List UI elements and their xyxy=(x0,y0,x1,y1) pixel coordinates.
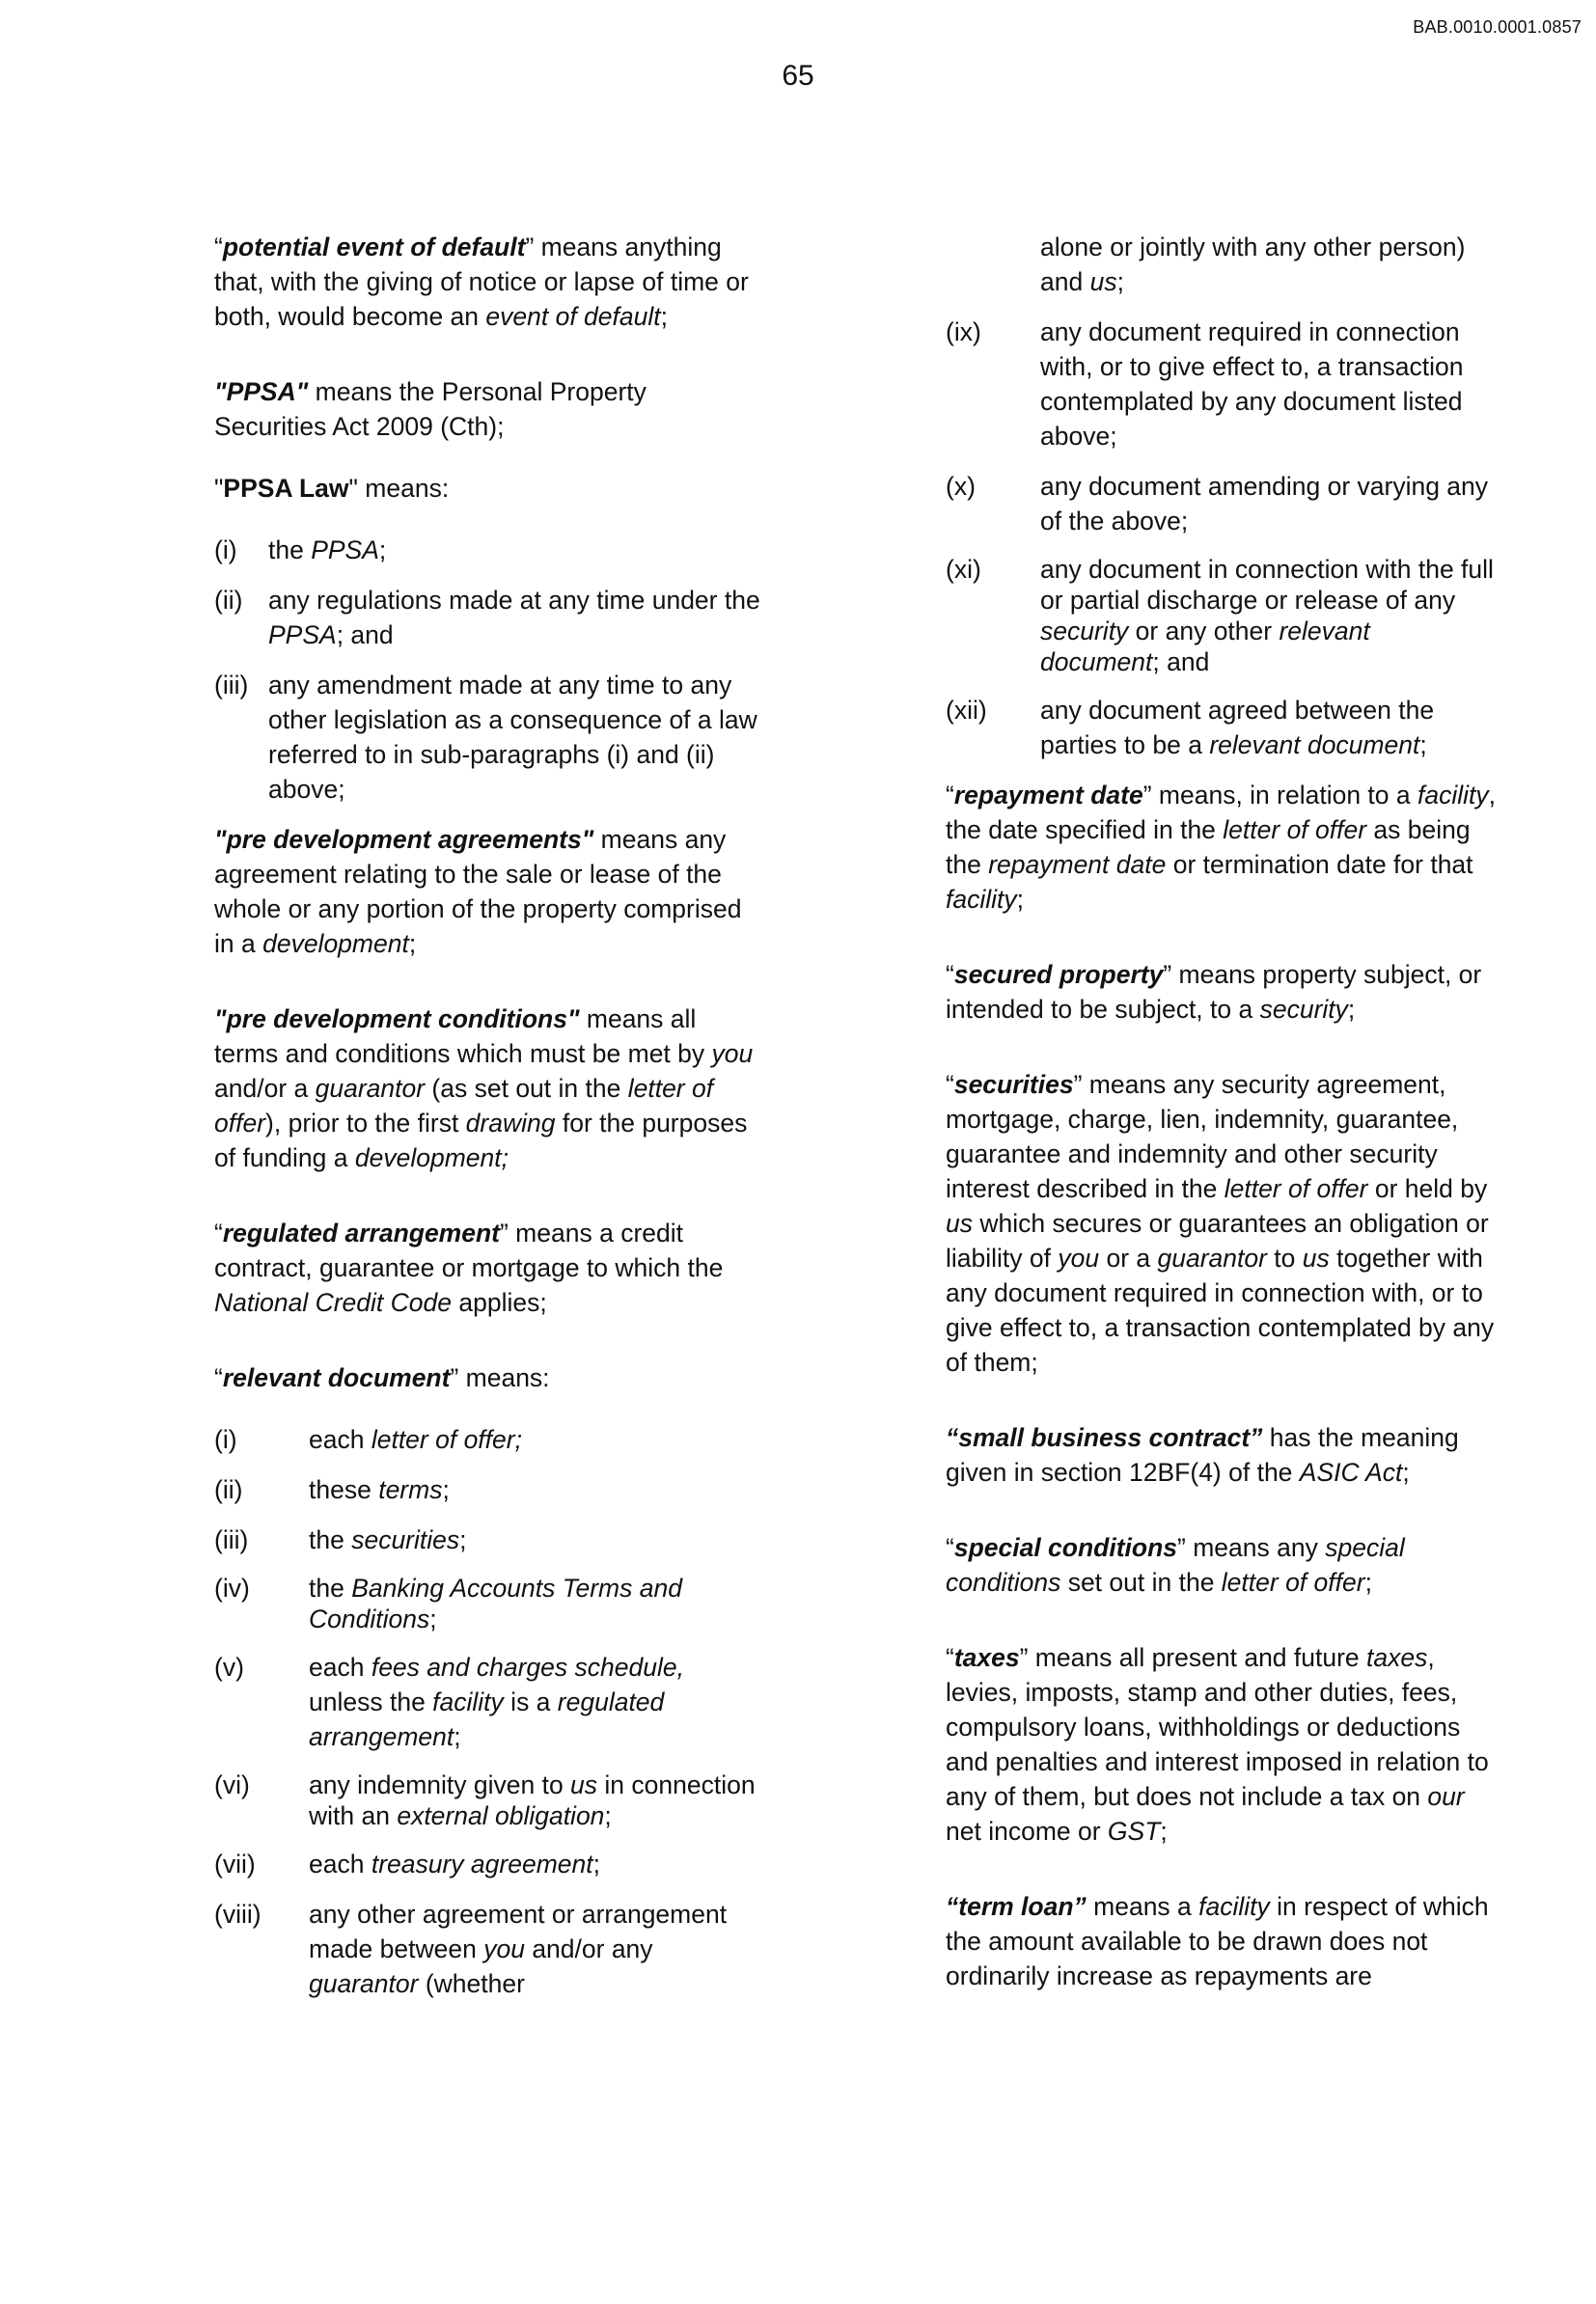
text: these xyxy=(309,1475,379,1504)
italic-term: development xyxy=(262,929,409,958)
definition-text: ” means a credit contract, guarantee or mortgage to which the xyxy=(214,1219,724,1282)
open-quote: “ xyxy=(214,233,223,261)
definition-text: means the Personal Property Securities Act 2009 (Cth); xyxy=(214,377,647,441)
definition-text: has the meaning given in section 12BF(4) of the xyxy=(946,1423,1459,1487)
definition-text: ; xyxy=(1016,885,1025,914)
defined-term: repayment date xyxy=(953,781,1143,809)
italic-term: letter of offer xyxy=(1224,1174,1368,1203)
text: ; xyxy=(459,1525,467,1554)
list-number: (iii) xyxy=(214,1525,249,1554)
defined-term: “small business contract” xyxy=(946,1423,1263,1452)
text: any regulations made at any time under the xyxy=(268,586,760,615)
italic-term: you xyxy=(483,1934,525,1963)
left-column xyxy=(214,230,760,2001)
italic-term: security xyxy=(1259,995,1348,1024)
italic-term: PPSA xyxy=(268,620,337,649)
list-text xyxy=(309,1573,760,1634)
italic-term: relevant document xyxy=(1040,617,1370,676)
definition-text: set out in the xyxy=(1060,1568,1222,1597)
italic-term: repayment date xyxy=(988,850,1167,879)
open-quote: “ xyxy=(946,781,954,809)
italic-term: us xyxy=(946,1209,973,1238)
definition-text: or a xyxy=(1099,1244,1158,1273)
definition-text: ” means, in relation to a xyxy=(1142,781,1417,809)
text: and/or any xyxy=(524,1934,653,1963)
list-number: (viii) xyxy=(214,1900,261,1929)
definition-text: ; xyxy=(1402,1458,1410,1487)
list-item xyxy=(946,554,1496,677)
text: unless the xyxy=(309,1687,433,1716)
text: the xyxy=(268,535,312,564)
list-text xyxy=(309,1472,760,1507)
definition-text: ; xyxy=(1160,1817,1168,1846)
italic-term: National Credit Code xyxy=(214,1288,452,1317)
italic-term: our xyxy=(1427,1782,1465,1811)
text: ; xyxy=(378,535,387,564)
italic-term: security xyxy=(1040,617,1129,645)
italic-term: terms xyxy=(378,1475,443,1504)
list-item xyxy=(946,693,1496,762)
definition-text: or termination date for that xyxy=(1166,850,1473,879)
page-number: 65 xyxy=(782,60,814,92)
list-number: (xii) xyxy=(946,696,987,725)
open-quote: “ xyxy=(946,960,954,989)
list-text: any amendment made at any time to any other legislation as a consequence of a law referred to in sub-paragraphs (i) and (ii) above; xyxy=(268,671,757,804)
definition-special-conditions xyxy=(946,1530,1496,1600)
list-text xyxy=(309,1522,760,1557)
italic-term: guarantor xyxy=(315,1074,426,1103)
defined-term: PPSA" xyxy=(226,377,309,406)
list-item xyxy=(214,1472,760,1507)
italic-term: facility xyxy=(432,1687,504,1716)
list-text xyxy=(268,533,760,567)
definition-text: ; xyxy=(1347,995,1356,1024)
list-item xyxy=(214,1769,760,1831)
definition-text: ” means anything that, with the giving of notice or lapse of time or both, would become an xyxy=(214,233,749,331)
definition-text: , the date specified in the xyxy=(946,781,1497,844)
definition-text: ; xyxy=(408,929,417,958)
text: any document agreed between the parties to be a xyxy=(1040,696,1435,759)
list-item xyxy=(946,315,1496,453)
defined-term: "pre development agreements" xyxy=(214,825,594,854)
defined-term: "pre development conditions" xyxy=(214,1004,580,1033)
definition-text: ” means all present and future xyxy=(1019,1643,1367,1672)
italic-term: facility xyxy=(1198,1892,1270,1921)
definition-text: ” means: xyxy=(450,1363,550,1392)
open-quote: “ xyxy=(946,1533,954,1562)
definition-text: as being the xyxy=(946,815,1471,879)
text: each xyxy=(309,1850,371,1879)
list-text xyxy=(309,1422,760,1457)
italic-term: fees and charges schedule, xyxy=(371,1653,684,1682)
list-item xyxy=(214,668,760,807)
italic-term: you xyxy=(1058,1244,1100,1273)
defined-term: relevant document xyxy=(222,1363,451,1392)
open-quote: “ xyxy=(946,1643,954,1672)
list-number: (vi) xyxy=(214,1770,250,1799)
list-text xyxy=(309,1897,760,2001)
open-quote: “ xyxy=(946,1070,954,1099)
list-item xyxy=(214,1897,760,2001)
list-text xyxy=(268,583,760,652)
italic-term: us xyxy=(1089,267,1117,296)
text: ; xyxy=(1116,267,1124,296)
italic-term: special conditions xyxy=(946,1533,1405,1597)
text: ; and xyxy=(336,620,394,649)
list-number: (i) xyxy=(214,1425,237,1454)
italic-term: GST xyxy=(1107,1817,1161,1846)
italic-term: development; xyxy=(354,1143,509,1172)
list-text xyxy=(1040,554,1496,677)
definition-regulated-arrangement xyxy=(214,1216,760,1320)
definition-repayment-date xyxy=(946,778,1496,917)
definition-text: (as set out in the xyxy=(425,1074,628,1103)
text: each xyxy=(309,1653,371,1682)
italic-term: guarantor xyxy=(1157,1244,1267,1273)
list-number: (iii) xyxy=(214,671,249,699)
list-item xyxy=(214,583,760,652)
list-number: (v) xyxy=(214,1653,244,1682)
defined-term: “term loan” xyxy=(946,1892,1087,1921)
list-item-continuation xyxy=(946,230,1496,299)
italic-term: event of default xyxy=(485,302,661,331)
list-number: (vii) xyxy=(214,1850,256,1879)
list-text: any document required in connection with, or to give effect to, a transaction contemplated by any document listed above; xyxy=(1040,317,1464,451)
italic-term: letter of offer xyxy=(214,1074,714,1138)
text: alone or jointly with any other person) and xyxy=(1040,233,1466,296)
definition-taxes xyxy=(946,1640,1496,1849)
definition-term-loan xyxy=(946,1889,1496,1993)
list-number: (i) xyxy=(214,535,237,564)
text: ; xyxy=(454,1722,461,1751)
definition-relevant-document xyxy=(214,1360,760,1395)
defined-term: special conditions xyxy=(953,1533,1178,1562)
definition-secured-property xyxy=(946,957,1496,1027)
italic-term: us xyxy=(1302,1244,1330,1273)
definition-text: net income or xyxy=(946,1817,1108,1846)
list-number: (xi) xyxy=(946,555,981,584)
text: the xyxy=(309,1574,352,1603)
open-quote: “ xyxy=(214,1363,223,1392)
definition-text: applies; xyxy=(452,1288,547,1317)
list-item xyxy=(946,469,1496,538)
defined-term: PPSA Law xyxy=(223,474,349,503)
italic-term: letter of offer xyxy=(1223,815,1367,844)
list-text xyxy=(309,1769,760,1831)
list-item xyxy=(214,1422,760,1457)
definition-text: for the purposes of funding a xyxy=(214,1109,748,1172)
definition-text: means all terms and conditions which must be met by xyxy=(214,1004,712,1068)
italic-term: external obligation xyxy=(397,1801,605,1830)
italic-term: drawing xyxy=(465,1109,556,1138)
text: any other agreement or arrangement made between xyxy=(309,1900,728,1963)
list-number: (ii) xyxy=(214,586,243,615)
open-quote: " xyxy=(214,377,227,406)
definition-text: and/or a xyxy=(214,1074,316,1103)
list-text xyxy=(1040,693,1496,762)
definition-ppsa-law xyxy=(214,471,760,506)
definition-text: or held by xyxy=(1367,1174,1488,1203)
definition-ppsa xyxy=(214,374,760,444)
list-item xyxy=(214,1522,760,1557)
definition-text: to xyxy=(1266,1244,1303,1273)
definition-text: in respect of which the amount available to be drawn does not ordinarily increase as repayments are xyxy=(946,1892,1489,1990)
text: in connection with an xyxy=(309,1770,756,1830)
italic-term: you xyxy=(711,1039,754,1068)
right-column xyxy=(946,230,1496,1993)
definition-text: ” means any xyxy=(1177,1533,1326,1562)
defined-term: regulated arrangement xyxy=(222,1219,500,1248)
italic-term: treasury agreement xyxy=(371,1850,593,1879)
definition-pre-development-conditions xyxy=(214,1001,760,1175)
list-text xyxy=(309,1847,760,1881)
definition-text: " means: xyxy=(348,474,450,503)
definition-text: means any agreement relating to the sale or lease of the whole or any portion of the property comprised in a xyxy=(214,825,742,958)
text: is a xyxy=(503,1687,558,1716)
italic-term: facility xyxy=(1417,781,1489,809)
italic-term: Banking Accounts Terms and Conditions xyxy=(309,1574,682,1633)
definition-potential-event-of-default xyxy=(214,230,760,334)
list-number: (ii) xyxy=(214,1475,243,1504)
text: any indemnity given to xyxy=(309,1770,571,1799)
italic-term: PPSA xyxy=(311,535,379,564)
definition-text: ; xyxy=(1364,1568,1372,1597)
definition-text: ; xyxy=(660,302,668,331)
definition-text: , levies, imposts, stamp and other duties, fees, compulsory loans, withholdings or deductions and penalties and interest imposed in relation to any of them, but does not include a tax on xyxy=(946,1643,1489,1811)
definition-securities xyxy=(946,1067,1496,1380)
text: ; xyxy=(429,1605,437,1633)
italic-term: letter of offer xyxy=(1221,1568,1365,1597)
italic-term: regulated arrangement xyxy=(309,1687,665,1751)
italic-term: facility xyxy=(946,885,1017,914)
definition-text: ” means any security agreement, mortgage, charge, lien, indemnity, guarantee, guarantee and indemnity and other security interest described in the xyxy=(946,1070,1459,1203)
list-number: (iv) xyxy=(214,1574,250,1603)
document-reference: BAB.0010.0001.0857 xyxy=(1413,17,1582,37)
definition-text: means a xyxy=(1086,1892,1199,1921)
open-quote: “ xyxy=(214,1219,223,1248)
list-item xyxy=(214,533,760,567)
definition-text: which secures or guarantees an obligation or liability of xyxy=(946,1209,1489,1273)
text: ; xyxy=(592,1850,600,1879)
open-quote: " xyxy=(214,474,224,503)
text: each xyxy=(309,1425,371,1454)
list-number: (x) xyxy=(946,472,976,501)
definition-text: together with any document required in connection with, or to give effect to, a transaction contemplated by any of them; xyxy=(946,1244,1495,1377)
text: ; xyxy=(604,1801,612,1830)
defined-term: potential event of default xyxy=(222,233,526,261)
text: the xyxy=(309,1525,352,1554)
text: ; xyxy=(442,1475,450,1504)
list-text: any document amending or varying any of the above; xyxy=(1040,472,1489,535)
text: any document in connection with the full or partial discharge or release of any xyxy=(1040,555,1494,615)
italic-term: taxes xyxy=(1366,1643,1428,1672)
italic-term: relevant document xyxy=(1209,730,1420,759)
definition-text: ” means property subject, or intended to be subject, to a xyxy=(946,960,1482,1024)
text: ; and xyxy=(1152,647,1210,676)
text: (whether xyxy=(418,1969,525,1998)
defined-term: secured property xyxy=(953,960,1164,989)
definition-pre-development-agreements xyxy=(214,822,760,961)
list-item xyxy=(214,1847,760,1881)
text: or any other xyxy=(1128,617,1280,645)
defined-term: taxes xyxy=(953,1643,1020,1672)
italic-term: letter of offer; xyxy=(371,1425,522,1454)
text: ; xyxy=(1419,730,1427,759)
italic-term: securities xyxy=(351,1525,460,1554)
italic-term: us xyxy=(570,1770,598,1799)
italic-term: guarantor xyxy=(309,1969,419,1998)
definition-small-business-contract xyxy=(946,1420,1496,1490)
list-item xyxy=(214,1573,760,1634)
list-number: (ix) xyxy=(946,317,981,346)
italic-term: ASIC Act xyxy=(1299,1458,1403,1487)
list-text xyxy=(1040,230,1496,299)
list-text xyxy=(309,1650,760,1754)
defined-term: securities xyxy=(953,1070,1074,1099)
list-item xyxy=(214,1650,760,1754)
definition-text: ), prior to the first xyxy=(265,1109,466,1138)
